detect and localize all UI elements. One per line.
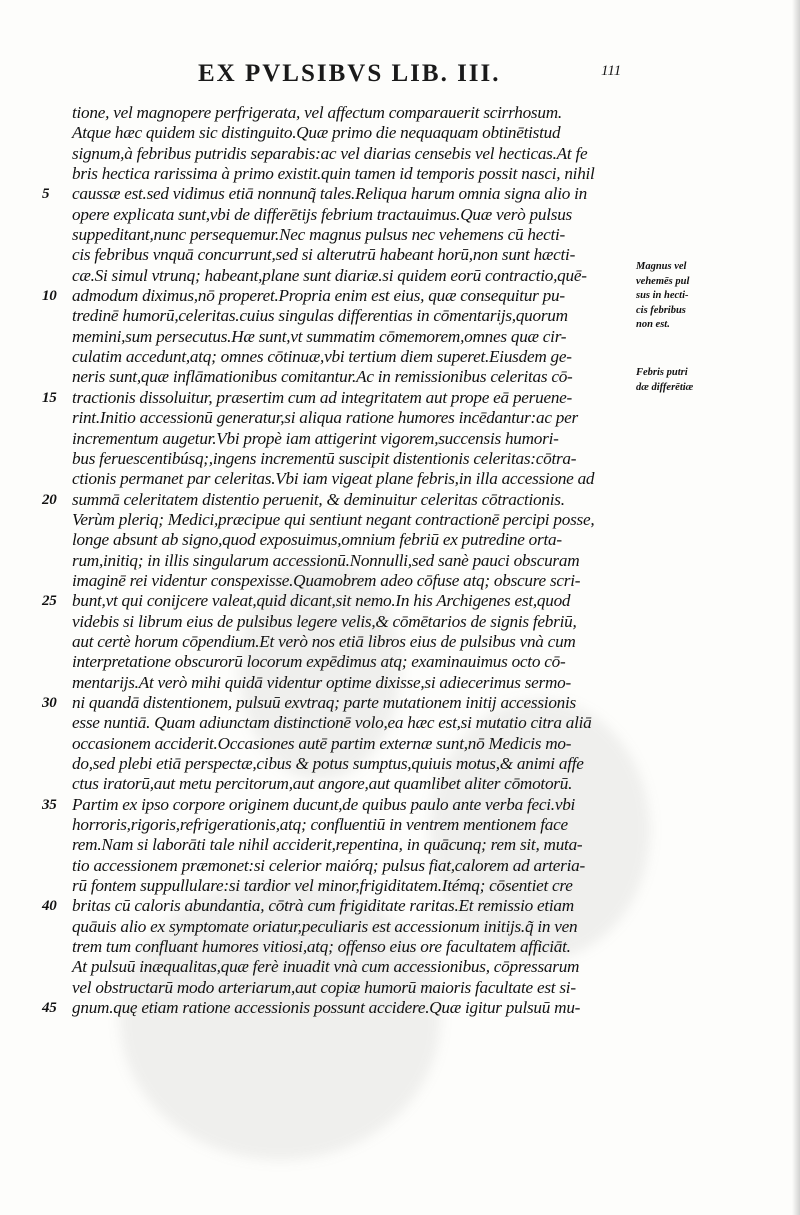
- text-line: [72, 327, 634, 347]
- line-text: ctionis permanet par celeritas.Vbi iam vigeat plane febris,in illa accessione ad: [72, 469, 595, 489]
- line-text: incrementum augetur.Vbi propè iam attigerint vigorem,succensis humori-: [72, 428, 559, 448]
- text-line: [42, 998, 634, 1018]
- line-number: 15: [42, 389, 57, 406]
- line-text: cæ.Si simul vtrunq; habeant,plane sunt diariæ.si quidem eorū contractio,quē-: [72, 265, 587, 285]
- line-text: do,sed plebi etiā perspectæ,cibus & potus sumptus,quiuis motus,& animi affe: [72, 754, 584, 773]
- line-text: bus feruescentibúsq;,ingens incrementū suscipit distentionis celeritas:cōtra-: [72, 448, 577, 468]
- line-text: signum,à febribus putridis separabis:ac vel diarias censebis vel hecticas.At fe: [72, 143, 588, 163]
- text-line: [72, 571, 634, 591]
- line-text: Partim ex ipso corpore originem ducunt,de quibus paulo ante verba feci.vbi: [72, 794, 576, 814]
- line-text: videbis si librum eius de pulsibus legere velis,& cōmētarios de signis febriū,: [72, 611, 577, 631]
- text-line: [72, 306, 634, 326]
- text-line: [72, 266, 634, 286]
- text-line: [72, 876, 634, 896]
- margin-note-line: Magnus vel: [636, 261, 687, 272]
- line-number: 40: [42, 898, 57, 915]
- line-text: bris hectica rarissima à primo existit.quin tamen id temporis possit nasci, nihil: [72, 164, 595, 184]
- line-text: occasionem acciderit.Occasiones autē partim externæ sunt,nō Medicis mo-: [72, 733, 572, 753]
- text-line: [42, 387, 634, 408]
- text-line: [72, 347, 634, 367]
- line-text: summā celeritatem distentio peruenit, & deminuitur celeritas cōtractionis.: [72, 489, 565, 509]
- margin-note-line: non est.: [636, 319, 670, 330]
- line-text: rum,initiq; in illis singularum accessionū.Nonnulli,sed sanè pauci obscuram: [72, 550, 580, 570]
- line-number: 5: [42, 186, 50, 203]
- margin-note-fever: [636, 366, 706, 395]
- line-text: gnum.quę etiam ratione accessionis possunt accidere.Quæ igitur pulsuū mu-: [72, 998, 581, 1018]
- text-line: [72, 205, 634, 225]
- line-text: trem tum confluant humores vitiosi,atq; offenso eius ore facultatem afficiāt.: [72, 937, 571, 957]
- line-text: suppeditant,nunc persequemur.Nec magnus pulsus nec vehemens cū hecti-: [72, 225, 566, 245]
- running-head: EX PVLSIBVS LIB. III.: [198, 60, 501, 87]
- text-line: [42, 489, 634, 510]
- text-line: [72, 652, 634, 672]
- line-number: 10: [42, 288, 57, 305]
- text-line: [72, 164, 634, 184]
- margin-note-line: Febris putri: [636, 367, 688, 378]
- line-text: Verùm pleriq; Medici,præcipue qui sentiunt negant contractionē percipi posse,: [72, 509, 595, 529]
- text-line: [72, 673, 634, 693]
- line-text: imaginē rei videntur conspexisse.Quamobrem adeo cōfuse atq; obscure scri-: [72, 570, 581, 590]
- text-line: [72, 612, 634, 632]
- line-text: britas cū caloris abundantia, cōtrà cum frigiditate raritas.Et remissio etiam: [72, 896, 574, 916]
- text-line: [42, 794, 634, 815]
- line-text: memini,sum persecutus.Hæ sunt,vt summatim cōmemorem,omnes quæ cir-: [72, 326, 567, 346]
- margin-note-line: dæ differētiæ: [636, 381, 694, 393]
- text-line: [72, 530, 634, 550]
- line-text: esse nuntiā. Quam adiunctam distinctionē volo,ea hæc est,si mutatio citra aliā: [72, 713, 592, 733]
- line-text: vel obstructarū modo arteriarum,aut copiæ humorū maioris facultate est si-: [72, 977, 576, 997]
- line-text: Atque hæc quidem sic distinguito.Quæ primo die nequaquam obtinētistud: [72, 123, 561, 143]
- text-line: [72, 632, 634, 652]
- text-line: [72, 408, 634, 428]
- body-text: [42, 103, 634, 1018]
- text-line: [72, 856, 634, 876]
- line-text: ni quandā distentionem, pulsuū exvtraq; parte mutationem initij accessionis: [72, 692, 576, 712]
- line-text: mentarijs.At verò mihi quidā videntur optime dixisse,si adiecerimus sermo-: [72, 672, 571, 692]
- line-text: cis febribus vnquā concurrunt,sed si alterutrū habeant horū,non sunt hæcti-: [72, 245, 576, 265]
- margin-note-line: cis febribus: [636, 304, 686, 316]
- line-text: rem.Nam si laborāti tale nihil acciderit,repentina, in quācunq; rem sit, muta-: [72, 835, 583, 855]
- page-edge-shadow: [792, 0, 800, 1215]
- line-text: tredinē humorū,celeritas.cuius singulas differentias in cōmentarijs,quorum: [72, 306, 568, 326]
- line-text: interpretatione obscurorū locorum expēdimus atq; examinauimus octo cō-: [72, 652, 566, 672]
- text-line: [42, 184, 634, 204]
- line-text: quāuis alio ex symptomate oriatur,peculiaris est accessionum initijs.q̃ in ven: [72, 916, 578, 936]
- line-text: tione, vel magnopere perfrigerata, vel affectum comparauerit scirrhosum.: [72, 103, 562, 122]
- margin-note-pulse: [636, 260, 706, 333]
- line-text: tio accessionem præmonet:si celerior maiórq; pulsus fiat,calorem ad arteria-: [72, 855, 585, 875]
- text-line: [42, 896, 634, 916]
- text-line: [72, 917, 634, 937]
- line-number: 25: [42, 593, 57, 610]
- line-text: longe absunt ab signo,quod exposuimus,omnium febriū ex putredine orta-: [72, 530, 562, 550]
- line-text: At pulsuū inæqualitas,quæ ferè inuadit vnà cum accessionibus, cōpressarum: [72, 957, 580, 977]
- text-line: [72, 123, 634, 143]
- line-text: opere explicata sunt,vbi de differētijs febrium tractauimus.Quæ verò pulsus: [72, 204, 572, 224]
- text-line: [72, 774, 634, 794]
- line-text: tractionis dissoluitur, præsertim cum ad integritatem aut prope eā peruene-: [72, 387, 573, 407]
- text-line: [72, 551, 634, 571]
- line-text: aut certè horum cōpendium.Et verò nos etiā libros eius de pulsibus vnà cum: [72, 631, 576, 651]
- text-line: [72, 957, 634, 977]
- text-line: [72, 429, 634, 449]
- text-line: [72, 449, 634, 469]
- line-number: 35: [42, 796, 57, 813]
- text-line: [72, 510, 634, 530]
- line-text: ctus iratorū,aut metu percitorum,aut angore,aut quamlibet aliter cōmotorū.: [72, 774, 573, 794]
- text-line: [72, 367, 634, 387]
- line-text: admodum diximus,nō properet.Propria enim est eius, quæ consequitur pu-: [72, 286, 565, 306]
- text-line: [72, 713, 634, 733]
- margin-note-line: vehemēs pul: [636, 275, 690, 287]
- margin-note-line: sus in hecti-: [636, 290, 689, 301]
- line-text: neris sunt,quæ inflāmationibus comitantur.Ac in remissionibus celeritas cō-: [72, 367, 573, 387]
- text-line: [72, 734, 634, 754]
- line-text: caussæ est.sed vidimus etiā nonnunq̃ tales.Reliqua harum omnia signa alio in: [72, 184, 587, 204]
- line-number: 30: [42, 694, 57, 711]
- text-line: [72, 937, 634, 957]
- text-line: [72, 754, 634, 774]
- text-line: [72, 835, 634, 855]
- text-line: [72, 225, 634, 245]
- text-line: [72, 245, 634, 265]
- text-line: [42, 591, 634, 611]
- line-text: horroris,rigoris,refrigerationis,atq; confluentiū in ventrem mentionem face: [72, 815, 568, 835]
- text-line: [72, 103, 634, 123]
- line-text: rū fontem suppullulare:si tardior vel minor,frigiditatem.Itémq; cōsentiet cre: [72, 876, 573, 896]
- line-text: culatim accedunt,atq; omnes cōtinuæ,vbi tertium diem superet.Eiusdem ge-: [72, 347, 572, 367]
- page-number: 111: [601, 63, 622, 79]
- text-line: [72, 978, 634, 998]
- line-number: 45: [42, 1000, 57, 1017]
- text-line: [72, 469, 634, 489]
- line-text: rint.Initio accessionū generatur,si aliqua ratione humores incēdantur:ac per: [72, 408, 578, 428]
- line-number: 20: [42, 491, 57, 508]
- text-line: [42, 692, 634, 713]
- text-line: [42, 286, 634, 306]
- line-text: bunt,vt qui conijcere valeat,quid dicant,sit nemo.In his Archigenes est,quod: [72, 591, 571, 611]
- text-line: [72, 144, 634, 164]
- text-line: [72, 815, 634, 835]
